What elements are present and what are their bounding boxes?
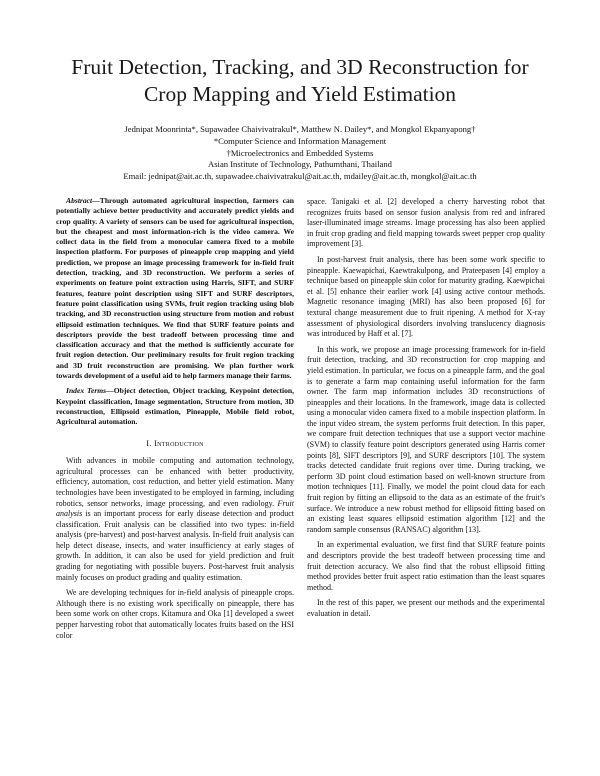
index-terms-body: —Object detection, Object tracking, Keypoint detection, Keypoint classification, Image segmentation, Structure from motion, 3D reconstruction, Ellipsoid estimation, Pineapple, Mobile field robot, Agricultural automation. — [56, 386, 295, 427]
author-names: Jednipat Moonrinta*, Supawadee Chaivivatrakul*, Matthew N. Dailey*, and Mongkol Ekpanyapong† — [124, 124, 476, 134]
right-paragraph-4: In an experimental evaluation, we first find that SURF feature points and descriptors provide the best tradeoff between processing time and fruit detection accuracy. We also find that the robust ellipsoid fitting method provides better fruit aspect ratio estimation than the least squares method. — [307, 540, 545, 592]
section-heading — [56, 439, 294, 450]
intro-paragraph-2: We are developing techniques for in-field analysis of pineapple crops. Although there is no existing work specifically on pineapple, there has been some work on other crops. Kitamura and Oka [1] developed a sweet pepper harvesting robot that automatically locates fruits based on the HSI color — [56, 588, 294, 640]
section-numeral: I. — [146, 438, 155, 448]
right-paragraph-1: space. Tanigaki et al. [2] developed a cherry harvesting robot that recognizes fruits based on sensor fusion analysis from red and infrared laser-illuminated image streams. Image processing has also been applied in fruit crop grading and field mapping towards sweet pepper crop quality improvement [3]. — [307, 197, 545, 249]
title-line-1: Fruit Detection, Tracking, and 3D Reconstruction for — [71, 55, 529, 79]
paper-title — [30, 54, 570, 108]
institute: Asian Institute of Technology, Pathumthani, Thailand — [208, 159, 392, 170]
abstract-lead: Abstract — [66, 196, 93, 205]
title-line-2: Crop Mapping and Yield Estimation — [143, 82, 457, 106]
right-paragraph-2: In post-harvest fruit analysis, there has been some work specific to pineapple. Kaewapichai, Kaewtrakulpong, and Prateepasen [4] employ a technique based on pineapple skin color for maturity grading. Kaewpichai et al. [5] enhance their earlier work [4] using active contour methods. Magnetic resonance imaging (MRI) has also been proposed [6] for textural change measurement due to fruit ripening. A method for X-ray assessment of physiological disorders involving translucency diagnosis was introduced by Haff et al. [7]. — [307, 254, 545, 339]
intro-p1-before: With advances in mobile computing and automation technology, agricultural processes can be enhanced with better productivity, efficiency, automation, cost reduction, and better yield estimation. Many technologies have been investigated to be employed in farming, including robotics, sensor networks, image processing, and even radiology. — [56, 456, 294, 508]
intro-p1-after: is an important process for early disease detection and product classification. Fruit analysis can be classified into two types: in-field analysis (pre-harvest) and post-harvest analysis. In-field fruit analysis can help detect disease, insects, and water insufficiency at early stages of growth. In addition, it can also be used for yield prediction and fruit grading for negotiating with possible buyers. Post-harvest fruit analysis mainly focuses on product grading and quality estimation. — [56, 509, 294, 582]
index-terms-lead: Index Terms — [66, 386, 107, 396]
right-column — [307, 197, 545, 625]
left-column — [56, 196, 294, 646]
affiliation-1: *Computer Science and Information Management — [213, 135, 387, 146]
email-line: Email: jednipat@ait.ac.th, supawadee.chaivivatrakul@ait.ac.th, mdailey@ait.ac.th, mongkol@ait.ac.th — [123, 171, 477, 182]
abstract-body: —Through automated agricultural inspection, farmers can potentially achieve better productivity and accurately predict yields and crop quality. A variety of sensors can be used for agricultural inspection, but the cheapest and most information-rich is the video camera. We collect data in the field from a monocular camera fixed to a mobile inspection platform. For purposes of pineapple crop mapping and yield prediction, we propose an image processing framework for in-field fruit detection, tracking, and 3D reconstruction. We perform a series of experiments on feature point extraction using Harris, SIFT, and SURF features, feature point description using SIFT and SURF descriptors, feature point classification using SVMs, fruit region tracking using blob tracking, and 3D reconstruction using structure from motion and robust ellipsoid estimation techniques. We find that SURF feature points and descriptors provide the best tradeoff between processing time and classification accuracy and that the method is sufficiently accurate for fruit region detection. Our preliminary results for fruit region tracking and 3D fruit reconstruction are promising. We plan further work towards development of a useful aid to help farmers manage their farms. — [56, 196, 294, 381]
intro-paragraph-1 — [56, 456, 294, 583]
section-name: Introduction — [154, 438, 204, 448]
index-terms — [56, 386, 294, 427]
right-paragraph-5: In the rest of this paper, we present our methods and the experimental evaluation in detail. — [307, 598, 545, 618]
right-paragraph-3: In this work, we propose an image processing framework for in-field fruit detection, tracking, and 3D reconstruction for crop mapping and yield estimation. In particular, we focus on a pineapple farm, and the goal is to generate a farm map containing useful information for the farm owner. The farm map information includes 3D reconstructions of pineapples and their locations. In the framework, image data is collected using a monocular video camera fixed to a mobile inspection platform. In the input video stream, the system performs fruit detection. In this paper, we compare fruit detection techniques that use a support vector machine (SVM) to classify feature point descriptors generated using Harris corner points [8], SIFT descriptors [9], and SURF descriptors [10]. The system tracks detected candidate fruit regions over time. During tracking, we perform 3D point cloud estimation based on well-known structure from motion techniques [11]. Finally, we model the point cloud data for each fruit region by fitting an ellipsoid to the data as an estimate of the fruit’s surface. We introduce a new robust method for ellipsoid fitting based on an existing least squares ellipsoid estimation algorithm [12] and the random sample consensus (RANSAC) algorithm [13]. — [307, 344, 545, 534]
affiliation-2: †Microelectronics and Embedded Systems — [226, 147, 374, 158]
abstract — [56, 196, 294, 381]
intro-p1-emphasis: Fruit analysis — [56, 498, 294, 519]
author-block — [40, 124, 560, 183]
